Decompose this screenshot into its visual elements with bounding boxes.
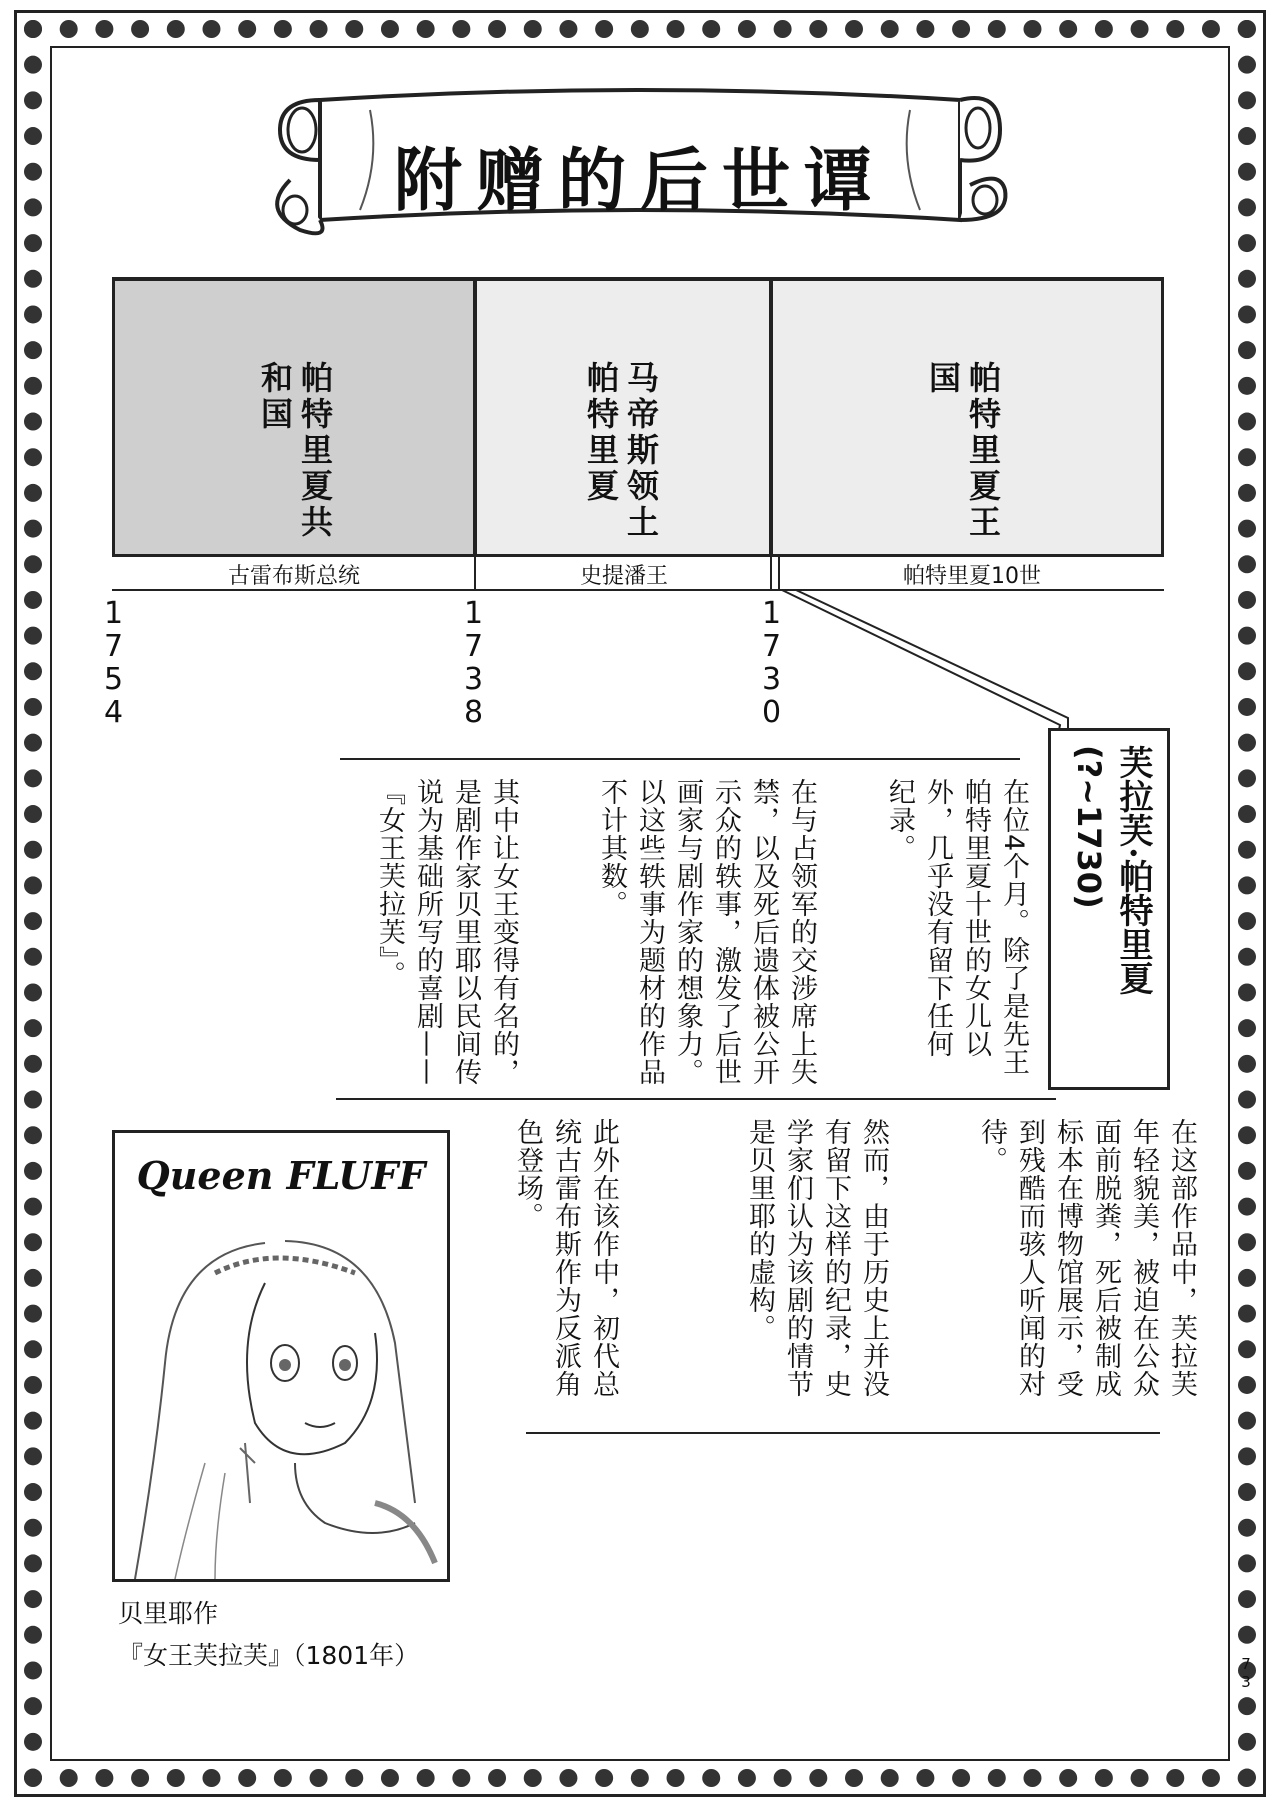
section-rule [336,1098,1056,1100]
timeline-tick [778,557,780,591]
period-title: 帕特里夏共和国 [256,361,334,541]
timeline [112,275,1164,595]
poster-caption-title: 『女王芙拉芙』（1801年） [118,1641,420,1670]
ruler-label: 帕特里夏10世 [903,563,1041,589]
biography-box [1048,728,1170,1090]
timeline-tick [770,557,772,591]
timeline-tick [474,557,476,591]
section-rule [526,1432,1160,1434]
poster-caption-author: 贝里耶作 [118,1599,219,1628]
timeline-axis [112,589,1164,591]
period-title: 马帝斯领土帕特里夏 [582,361,660,541]
period-territory [474,277,772,557]
year-label: 1738 [456,596,491,728]
year-label: 1754 [96,596,131,728]
paragraph-villain: 此外在该作中，初代总统古雷布斯作为反派角色登场。 [512,1118,619,1398]
section-rule [340,758,1020,760]
paragraph-reign: 在位4个月。除了是先王帕特里夏十世的女儿以外，几乎没有留下任何纪录。 [884,778,1029,1077]
ruler-label: 古雷布斯总统 [227,563,360,589]
poster-title: Queen FLUFF [136,1153,426,1198]
queen-dates: (?~1730) [1070,745,1108,909]
paragraph-plot: 在这部作品中，芙拉芙年轻貌美，被迫在公众面前脱粪，死后被制成标本在博物馆展示，受到残酷而骇人听闻的对待。 [976,1118,1197,1398]
queen-portrait-illustration [115,1203,447,1579]
ruler-label: 史提潘王 [579,563,668,589]
paragraph-play: 其中让女王变得有名的，是剧作家贝里耶以民间传说为基础所写的喜剧——『女王芙拉芙』。 [374,778,519,1086]
year-label: 1730 [754,596,789,728]
play-poster [112,1130,450,1582]
page-title: 附赠的后世谭 [393,140,886,221]
period-republic [112,277,476,557]
paragraph-fiction: 然而，由于历史上并没有留下这样的纪录，史学家们认为该剧的情节是贝里耶的虚构。 [744,1118,889,1398]
queen-name: 芙拉芙·帕特里夏 [1113,745,1153,995]
period-kingdom [770,277,1164,557]
period-title: 帕特里夏王国 [924,361,1002,541]
page-number: 73 [1237,1655,1255,1691]
paragraph-legend: 在与占领军的交涉席上失禁，以及死后遗体被公开示众的轶事，激发了后世画家与剧作家的想象力。以这些轶事为题材的作品不计其数。 [596,778,817,1086]
